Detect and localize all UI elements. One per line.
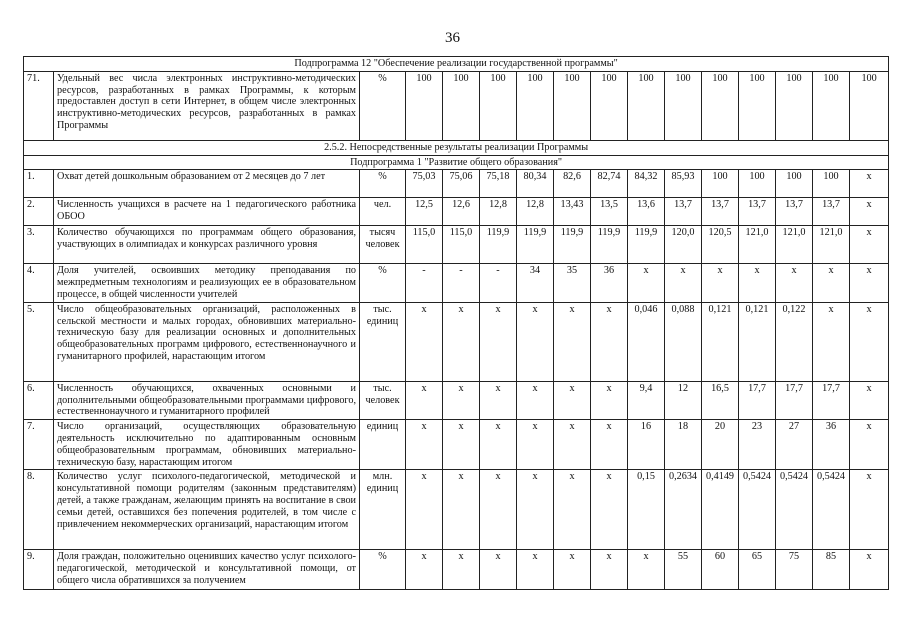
value-cell: 17,7 [813, 381, 850, 419]
row-number: 2. [24, 198, 54, 226]
value-cell: 13,43 [554, 198, 591, 226]
value-cell: - [443, 264, 480, 302]
value-cell: 18 [665, 420, 702, 470]
value-cell: x [702, 264, 739, 302]
value-cell: 34 [517, 264, 554, 302]
value-cell: x [628, 264, 665, 302]
page-number: 36 [445, 30, 460, 46]
value-cell: 75,06 [443, 170, 480, 198]
row-unit: тыс. единиц [360, 302, 406, 381]
subprogram-12-header: Подпрограмма 12 "Обеспечение реализации государственной программы" [24, 57, 889, 72]
value-cell: 121,0 [813, 226, 850, 264]
value-cell: 13,7 [776, 198, 813, 226]
value-cell: x [850, 264, 889, 302]
value-cell: x [554, 381, 591, 419]
row-description: Численность учащихся в расчете на 1 педагогического работника ОБОО [54, 198, 360, 226]
row-unit: % [360, 264, 406, 302]
table-row [24, 381, 889, 419]
table-row [24, 302, 889, 381]
value-cell: 13,7 [739, 198, 776, 226]
value-cell: x [628, 550, 665, 590]
value-cell: 12,8 [517, 198, 554, 226]
table-row [24, 170, 889, 198]
row-description: Численность обучающихся, охваченных основными и дополнительными общеобразовательными программами цифрового, естественнонаучного и гуманитарного профилей [54, 381, 360, 419]
value-cell: x [554, 550, 591, 590]
row-description: Число общеобразовательных организаций, расположенных в сельской местности и малых городах, обновивших материально-техническую базу для реализации основных и дополнительных общеобразовательных программ цифрового, естественнонаучного и гуманитарного профилей, нарастающим итогом [54, 302, 360, 381]
section-2-5-2-header: 2.5.2. Непосредственные результаты реализации Программы [24, 140, 889, 155]
value-cell: 0,122 [776, 302, 813, 381]
value-cell: 12,8 [480, 198, 517, 226]
value-cell: 60 [702, 550, 739, 590]
value-cell: 16 [628, 420, 665, 470]
value-cell: x [443, 420, 480, 470]
value-cell: 100 [702, 170, 739, 198]
value-cell: 119,9 [517, 226, 554, 264]
value-cell: 115,0 [406, 226, 443, 264]
value-cell: 16,5 [702, 381, 739, 419]
value-cell: 84,32 [628, 170, 665, 198]
subprogram-1-header: Подпрограмма 1 "Развитие общего образования" [24, 155, 889, 170]
value-cell: x [517, 470, 554, 550]
value-cell: 75,18 [480, 170, 517, 198]
value-cell: x [554, 420, 591, 470]
row-description: Количество услуг психолого-педагогической, методической и консультативной помощи родителям (законным представителям) детей, а также гражданам, желающим принять на воспитание в свои семьи детей, оставшихся без попечения родителей, в том числе с привлечением некоммерческих организаций, нарастающим итогом [54, 470, 360, 550]
section-header-row [24, 57, 889, 72]
value-cell: x [739, 264, 776, 302]
value-cell: 82,74 [591, 170, 628, 198]
value-cell: x [591, 302, 628, 381]
value-cell: x [665, 264, 702, 302]
table-row [24, 470, 889, 550]
indicators-table [23, 56, 889, 590]
value-cell: 119,9 [628, 226, 665, 264]
value-cell: 100 [554, 71, 591, 140]
value-cell: x [850, 170, 889, 198]
value-cell: 100 [776, 170, 813, 198]
value-cell: x [406, 420, 443, 470]
value-cell: 75,03 [406, 170, 443, 198]
value-cell: 35 [554, 264, 591, 302]
row-unit: тысяч человек [360, 226, 406, 264]
value-cell: 75 [776, 550, 813, 590]
value-cell: - [480, 264, 517, 302]
row-number: 7. [24, 420, 54, 470]
value-cell: x [517, 381, 554, 419]
value-cell: x [776, 264, 813, 302]
value-cell: 100 [628, 71, 665, 140]
row-description: Доля граждан, положительно оценивших качество услуг психолого-педагогической, методической и консультативной помощи, от общего числа обратившихся за получением [54, 550, 360, 590]
value-cell: 36 [591, 264, 628, 302]
value-cell: 120,5 [702, 226, 739, 264]
value-cell: 82,6 [554, 170, 591, 198]
value-cell: 27 [776, 420, 813, 470]
row-description: Доля учителей, освоивших методику преподавания по межпредметным технологиям и реализующих ее в образовательном процессе, в общей численности учителей [54, 264, 360, 302]
value-cell: 20 [702, 420, 739, 470]
value-cell: 0,4149 [702, 470, 739, 550]
value-cell: x [443, 470, 480, 550]
value-cell: 119,9 [480, 226, 517, 264]
value-cell: x [554, 302, 591, 381]
row-number: 6. [24, 381, 54, 419]
value-cell: 80,34 [517, 170, 554, 198]
row-unit: % [360, 170, 406, 198]
value-cell: x [850, 470, 889, 550]
value-cell: 100 [406, 71, 443, 140]
value-cell: 115,0 [443, 226, 480, 264]
value-cell: 17,7 [776, 381, 813, 419]
value-cell: 12,5 [406, 198, 443, 226]
value-cell: x [406, 302, 443, 381]
value-cell: x [480, 302, 517, 381]
value-cell: 100 [480, 71, 517, 140]
value-cell: 100 [739, 170, 776, 198]
row-description: Число организаций, осуществляющих образовательную деятельность исключительно по адаптированным основным общеобразовательным программам, обновивших материально-техническую базу, нарастающим итогом [54, 420, 360, 470]
value-cell: 0,121 [739, 302, 776, 381]
value-cell: x [480, 420, 517, 470]
value-cell: x [591, 381, 628, 419]
value-cell: x [480, 381, 517, 419]
row-description: Количество обучающихся по программам общего образования, участвующих в олимпиадах и конкурсах различного уровня [54, 226, 360, 264]
row-unit: % [360, 71, 406, 140]
value-cell: x [591, 470, 628, 550]
row-number: 4. [24, 264, 54, 302]
value-cell: x [813, 264, 850, 302]
value-cell: 85 [813, 550, 850, 590]
value-cell: 0,15 [628, 470, 665, 550]
value-cell: 0,5424 [739, 470, 776, 550]
value-cell: x [517, 302, 554, 381]
value-cell: 9,4 [628, 381, 665, 419]
value-cell: 0,046 [628, 302, 665, 381]
value-cell: x [480, 470, 517, 550]
value-cell: 0,5424 [776, 470, 813, 550]
value-cell: x [480, 550, 517, 590]
value-cell: 100 [739, 71, 776, 140]
value-cell: 85,93 [665, 170, 702, 198]
table-row [24, 226, 889, 264]
value-cell: x [850, 198, 889, 226]
value-cell: x [406, 470, 443, 550]
value-cell: 100 [665, 71, 702, 140]
value-cell: 100 [702, 71, 739, 140]
value-cell: 36 [813, 420, 850, 470]
value-cell: x [591, 420, 628, 470]
value-cell: x [850, 550, 889, 590]
value-cell: 0,121 [702, 302, 739, 381]
value-cell: 121,0 [776, 226, 813, 264]
value-cell: x [850, 226, 889, 264]
value-cell: 23 [739, 420, 776, 470]
value-cell: x [443, 302, 480, 381]
value-cell: 0,5424 [813, 470, 850, 550]
value-cell: x [554, 470, 591, 550]
value-cell: 12 [665, 381, 702, 419]
value-cell: x [406, 550, 443, 590]
value-cell: x [850, 381, 889, 419]
row-description: Удельный вес числа электронных инструктивно-методических ресурсов, разработанных в рамках Программы, к которым предоставлен доступ в сети Интернет, в общем числе электронных инструктивно-методических ресурсов, разработанных в рамках Программы [54, 71, 360, 140]
table-row [24, 550, 889, 590]
value-cell: x [591, 550, 628, 590]
row-unit: тыс. человек [360, 381, 406, 419]
row-number: 71. [24, 71, 54, 140]
section-header-row [24, 155, 889, 170]
value-cell: 100 [850, 71, 889, 140]
value-cell: 55 [665, 550, 702, 590]
row-unit: % [360, 550, 406, 590]
value-cell: 0,2634 [665, 470, 702, 550]
section-header-row [24, 140, 889, 155]
table-row [24, 420, 889, 470]
table-row [24, 198, 889, 226]
value-cell: 100 [813, 170, 850, 198]
row-number: 8. [24, 470, 54, 550]
value-cell: 121,0 [739, 226, 776, 264]
value-cell: 119,9 [591, 226, 628, 264]
value-cell: 100 [776, 71, 813, 140]
value-cell: x [406, 381, 443, 419]
value-cell: 13,7 [702, 198, 739, 226]
value-cell: x [517, 420, 554, 470]
value-cell: x [850, 302, 889, 381]
table-row [24, 264, 889, 302]
value-cell: 119,9 [554, 226, 591, 264]
value-cell: 13,7 [665, 198, 702, 226]
value-cell: 13,6 [628, 198, 665, 226]
row-number: 5. [24, 302, 54, 381]
value-cell: 12,6 [443, 198, 480, 226]
table-body [24, 57, 889, 590]
row-number: 9. [24, 550, 54, 590]
value-cell: 65 [739, 550, 776, 590]
value-cell: x [443, 550, 480, 590]
value-cell: 0,088 [665, 302, 702, 381]
value-cell: 100 [591, 71, 628, 140]
value-cell: x [517, 550, 554, 590]
row-unit: млн. единиц [360, 470, 406, 550]
value-cell: x [850, 420, 889, 470]
row-number: 1. [24, 170, 54, 198]
row-unit: единиц [360, 420, 406, 470]
row-description: Охват детей дошкольным образованием от 2 месяцев до 7 лет [54, 170, 360, 198]
value-cell: 17,7 [739, 381, 776, 419]
value-cell: 120,0 [665, 226, 702, 264]
table-row [24, 71, 889, 140]
value-cell: - [406, 264, 443, 302]
value-cell: 13,7 [813, 198, 850, 226]
row-unit: чел. [360, 198, 406, 226]
value-cell: 100 [517, 71, 554, 140]
value-cell: 13,5 [591, 198, 628, 226]
value-cell: 100 [443, 71, 480, 140]
value-cell: 100 [813, 71, 850, 140]
value-cell: x [443, 381, 480, 419]
value-cell: x [813, 302, 850, 381]
row-number: 3. [24, 226, 54, 264]
